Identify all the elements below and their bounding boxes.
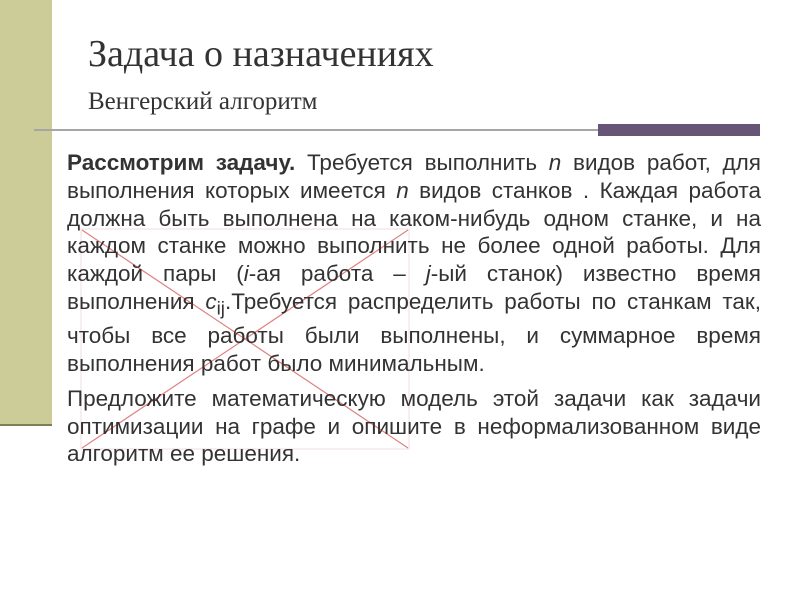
- var-n: n: [396, 177, 409, 203]
- side-bar-underline: [0, 424, 52, 426]
- side-decoration-bar: [0, 0, 52, 426]
- text-run: видов работ, для выполнения которых имеется: [67, 150, 761, 203]
- problem-lead: Рассмотрим задачу.: [67, 150, 296, 175]
- var-i: i: [243, 261, 249, 287]
- slide-title: Задача о назначениях: [88, 33, 434, 75]
- var-c-subscript: ij: [216, 297, 225, 319]
- problem-paragraph: [67, 149, 761, 378]
- var-n: n: [548, 150, 562, 175]
- text-run: видов станков . Каждая работа должна быть выполнена на каком-нибудь одном станке, и на каждом станке можно выполнить не более одной работы. Для каждой пары (: [67, 177, 761, 287]
- var-c: c: [205, 288, 217, 314]
- task-paragraph: Предложите математическую модель этой задачи как задачи оптимизации на графе и опишите в неформализованном виде алгоритм ее решения.: [67, 385, 761, 467]
- text-run: .Требуется распределить работы по станкам так, чтобы все работы были выполнены, и суммарное время выполнения работ было минимальным.: [67, 288, 761, 377]
- slide-subtitle: Венгерский алгоритм: [88, 88, 318, 115]
- slide-content: [67, 149, 761, 468]
- title-block: [88, 32, 434, 118]
- title-divider-accent: [598, 124, 760, 136]
- text-run: Требуется выполнить: [295, 150, 549, 175]
- text-run: -ый станок) известно время выполнения: [67, 261, 761, 314]
- var-j: j: [425, 261, 431, 287]
- text-run: -ая работа –: [248, 261, 426, 287]
